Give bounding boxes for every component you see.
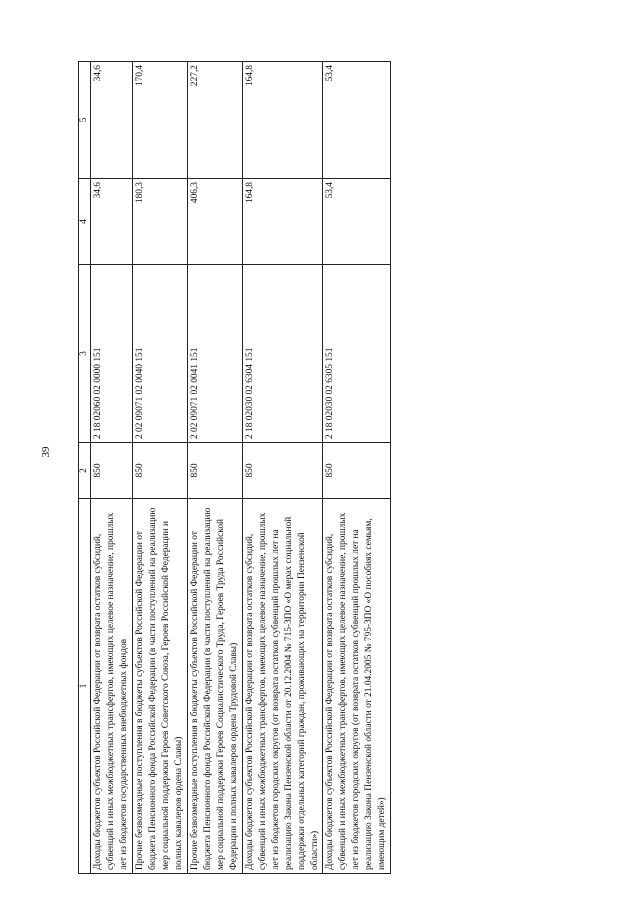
revenue-table (78, 61, 391, 874)
row-description: Прочие безвозмездные поступления в бюджеты субъектов Российской Федерации от бюджета Пенсионного фонда Российской Федерации (в части поступлений на реализацию мер социальной поддержки Героев Советского Союза, Героев Российской Федерации и полных кавалеров ордена Славы) (132, 499, 187, 874)
row-admin-code: 850 (91, 443, 133, 499)
table-row (242, 62, 323, 874)
row-admin-code: 850 (242, 443, 323, 499)
row-description: Доходы бюджетов субъектов Российской Федерации от возврата остатков субсидий, субвенций и иных межбюджетных трансфертов, имеющих целевое назначение, прошлых лет из бюджетов городских округов (от возврата остатков субвенций прошлых лет на реализацию Закона Пензенской области от 21.04.2005 № 795-ЗПО «О пособиях семьям, имеющим детей») (323, 499, 391, 874)
table-row (187, 62, 242, 874)
column-header: 1 (79, 499, 91, 874)
row-value-col5: 34,6 (91, 62, 133, 179)
row-description: Прочие безвозмездные поступления в бюджеты субъектов Российской Федерации от бюджета Пенсионного фонда Российской Федерации (в части поступлений на реализацию мер социальной поддержки Героев Социалистического Труда, Героев Труда Российской Федерации и полных кавалеров ордена Трудовой Славы) (187, 499, 242, 874)
row-value-col5: 170,4 (132, 62, 187, 179)
row-budget-code: 2 18 02030 02 6305 151 (323, 265, 391, 443)
row-budget-code: 2 02 09071 02 0041 151 (187, 265, 242, 443)
row-value-col5: 53,4 (323, 62, 391, 179)
row-description: Доходы бюджетов субъектов Российской Федерации от возврата остатков субсидий, субвенций и иных межбюджетных трансфертов, имеющих целевое назначение, прошлых лет из бюджетов государственных внебюджетных фондов (91, 499, 133, 874)
row-value-col5: 227,2 (187, 62, 242, 179)
row-value-col4: 180,3 (132, 179, 187, 265)
page-number: 39 (40, 446, 52, 458)
row-budget-code: 2 18 02060 02 0000 151 (91, 265, 133, 443)
row-admin-code: 850 (187, 443, 242, 499)
rotated-table-container (78, 62, 530, 874)
column-header: 5 (79, 62, 91, 179)
row-admin-code: 850 (132, 443, 187, 499)
row-value-col5: 164,8 (242, 62, 323, 179)
row-admin-code: 850 (323, 443, 391, 499)
table-row (132, 62, 187, 874)
column-header: 2 (79, 443, 91, 499)
header-row (79, 62, 91, 874)
row-budget-code: 2 02 09071 02 0040 151 (132, 265, 187, 443)
row-value-col4: 53,4 (323, 179, 391, 265)
row-value-col4: 34,6 (91, 179, 133, 265)
row-budget-code: 2 18 02030 02 6304 151 (242, 265, 323, 443)
table-row (323, 62, 391, 874)
row-value-col4: 164,8 (242, 179, 323, 265)
column-header: 4 (79, 179, 91, 265)
row-description: Доходы бюджетов субъектов Российской Федерации от возврата остатков субсидий, субвенций и иных межбюджетных трансфертов, имеющих целевое назначение, прошлых лет из бюджетов городских округов (от возврата остатков субвенций прошлых лет на реализацию Закона Пензенской области от 20.12.2004 № 715-ЗПО «О мерах социальной поддержки отдельных категорий граждан, проживающих на территории Пензенской области») (242, 499, 323, 874)
table-row (91, 62, 133, 874)
row-value-col4: 406,3 (187, 179, 242, 265)
column-header: 3 (79, 265, 91, 443)
